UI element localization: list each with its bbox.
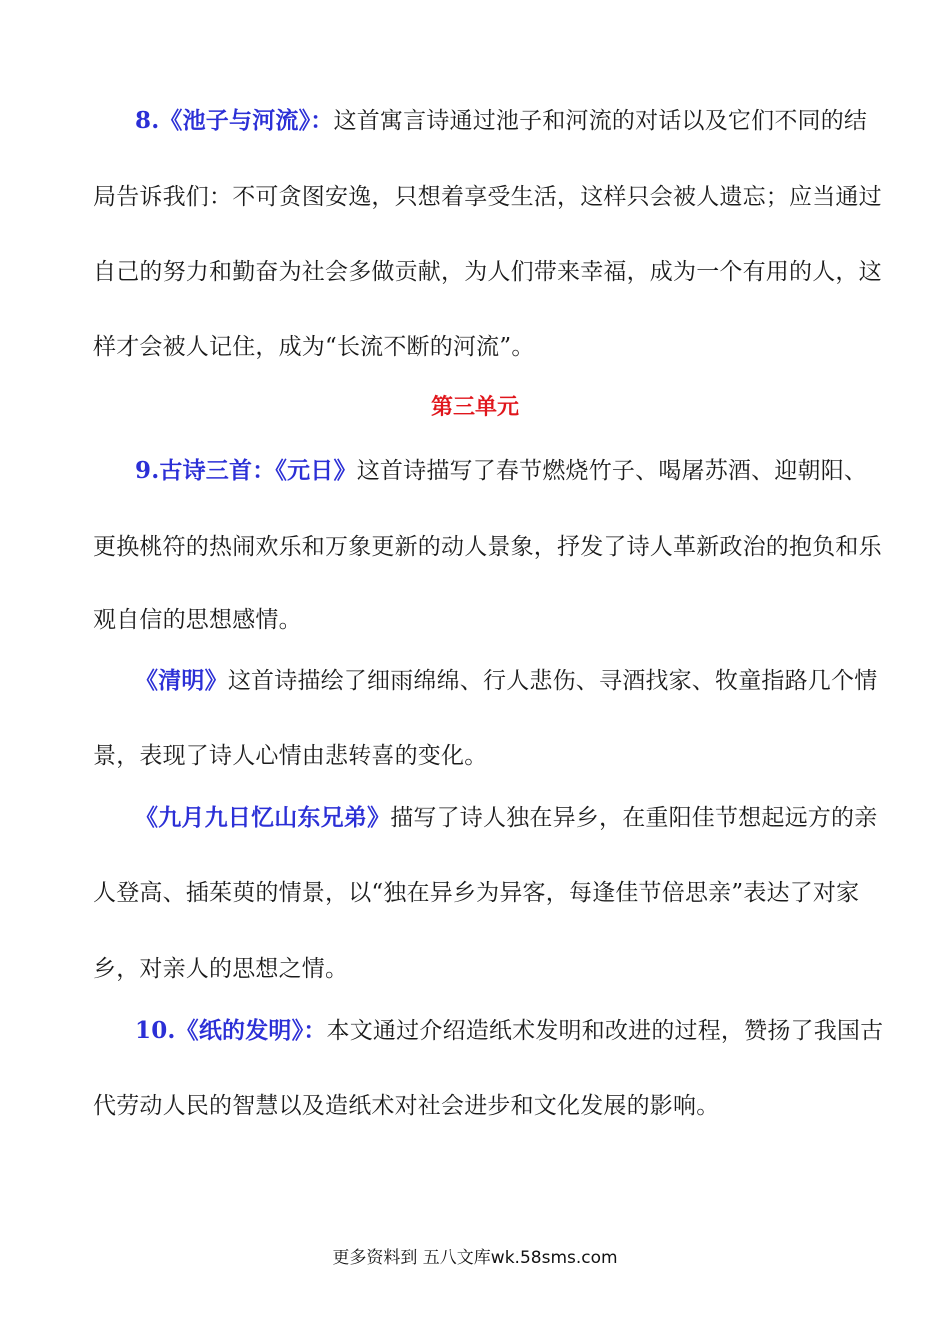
footer-link[interactable]: 更多资料到 五八文库wk.58sms.com xyxy=(332,1248,618,1268)
paragraph-10-line-2: 代劳动人民的智慧以及造纸术对社会进步和文化发展的影响。 xyxy=(93,1093,720,1119)
paragraph-8-line-2: 局告诉我们：不可贪图安逸，只想着享受生活，这样只会被人遗忘；应当通过 xyxy=(93,184,882,210)
unit-heading: 第三单元 xyxy=(430,395,519,420)
lesson-9-title: 9.古诗三首：《元日》 xyxy=(135,457,357,484)
paragraph-9-line-3: 观自信的思想感情。 xyxy=(93,607,302,633)
paragraph-9-line-2: 更换桃符的热闹欢乐和万象更新的动人景象，抒发了诗人革新政治的抱负和乐 xyxy=(93,534,882,560)
lesson-10-title: 10.《纸的发明》： xyxy=(135,1017,327,1044)
lesson-8-title: 8.《池子与河流》： xyxy=(135,107,334,134)
paragraph-jiuyue-line-3: 乡，对亲人的思想之情。 xyxy=(93,956,349,982)
paragraph-qingming-line-1 xyxy=(135,666,905,696)
paragraph-9-line-1 xyxy=(135,456,905,486)
paragraph-10-text: 本文通过介绍造纸术发明和改进的过程，赞扬了我国古 xyxy=(326,1018,884,1044)
paragraph-8-line-4: 样才会被人记住，成为“长流不断的河流”。 xyxy=(93,334,535,360)
paragraph-jiuyue-line-2: 人登高、插茱萸的情景，以“独在异乡为异客，每逢佳节倍思亲”表达了对家 xyxy=(93,880,860,906)
paragraph-8-text: 这首寓言诗通过池子和河流的对话以及它们不同的结 xyxy=(333,108,868,134)
qingming-text: 这首诗描绘了细雨绵绵、行人悲伤、寻酒找家、牧童指路几个情 xyxy=(227,668,878,694)
paragraph-8-line-1 xyxy=(135,106,905,136)
paragraph-10-line-1 xyxy=(135,1016,905,1046)
qingming-title: 《清明》 xyxy=(135,667,228,694)
paragraph-9-text: 这首诗描写了春节燃烧竹子、喝屠苏酒、迎朝阳、 xyxy=(356,458,868,484)
jiuyue-text: 描写了诗人独在异乡，在重阳佳节想起远方的亲 xyxy=(390,805,878,831)
paragraph-8-line-3: 自己的努力和勤奋为社会多做贡献，为人们带来幸福，成为一个有用的人，这 xyxy=(93,259,882,285)
paragraph-jiuyue-line-1 xyxy=(135,803,905,833)
jiuyue-title: 《九月九日忆山东兄弟》 xyxy=(135,804,391,831)
paragraph-qingming-line-2: 景，表现了诗人心情由悲转喜的变化。 xyxy=(93,743,488,769)
